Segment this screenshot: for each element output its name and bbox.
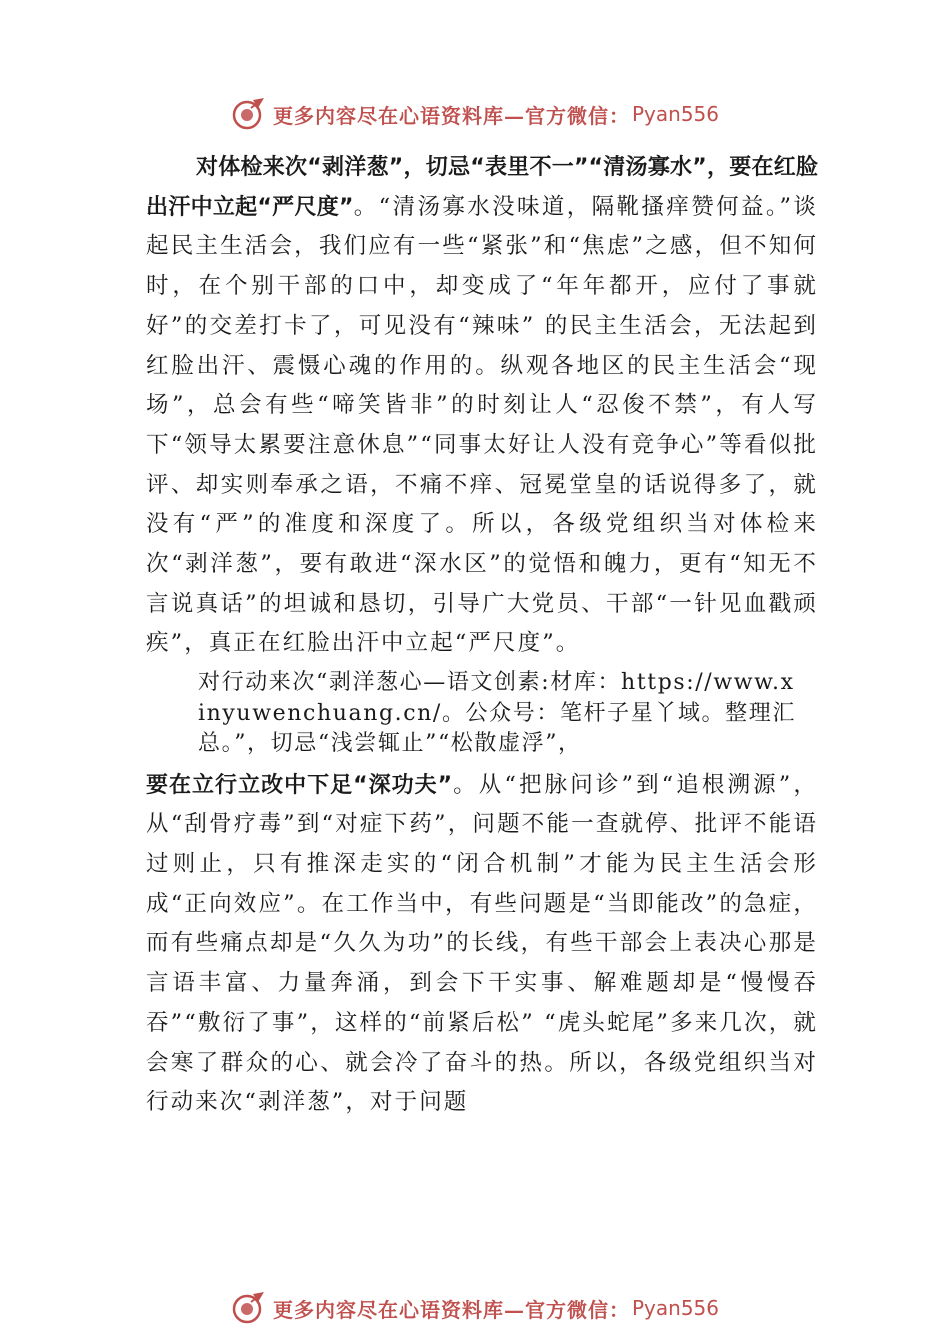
paragraph-2-body: 。从“把脉问诊”到“追根溯源”，从“刮骨疗毒”到“对症下药”，问题不能一查就停、批评不能语过则止，只有推深走实的“闭合机制”才能为民主生活会形成“正向效应”。在工作当中，有些问题是“当即能改”的急症，而有些痛点却是“久久为功”的长线，有些干部会上表决心那是言语丰富、力量奔涌，到会下干实事、解难题却是“慢慢吞吞”“敷衍了事”，这样的“前紧后松” “虎头蛇尾”多来几次，就会寒了群众的心、就会冷了奋斗的热。所以，各级党组织当对行动来次“剥洋葱”，对于问题 (146, 771, 818, 1116)
brush-logo-icon (231, 1290, 267, 1326)
watermark-text: 更多内容尽在心语资料库—官方微信： (272, 1297, 630, 1322)
inserted-line: 对行动来次“剥洋葱心—语文创素:材库：https://www.xinyuwenchuang.cn/。公众号：笔杆子星丫域。整理汇总。”，切忌“浅尝辄止”“松散虚浮”， (198, 670, 796, 757)
watermark-id: Pyan556 (631, 102, 719, 126)
footer-watermark (0, 1288, 950, 1328)
header-watermark (0, 94, 950, 134)
watermark-id: Pyan556 (631, 1296, 719, 1320)
watermark-text: 更多内容尽在心语资料库—官方微信： (272, 103, 630, 128)
brush-logo-icon (231, 96, 267, 132)
paragraph-2 (146, 766, 818, 1123)
document-body (146, 148, 818, 1123)
paragraph-1-lead: 对体检来次“剥洋葱”，切忌“表里不一”“清汤寡水”，要在红脸出汗中立起“严尺度” (146, 155, 818, 220)
paragraph-1 (146, 148, 818, 664)
paragraph-1-body: 。“清汤寡水没味道，隔靴搔痒赞何益。”谈起民主生活会，我们应有一些“紧张”和“焦虑”之感，但不知何时，在个别干部的口中，却变成了“年年都开，应付了事就好”的交差打卡了，可见没有“辣味” 的民主生活会，无法起到红脸出汗、震慑心魂的作用的。纵观各地区的民主生活会“现场”，总会有些“啼笑皆非”的时刻让人“忍俊不禁”，有人写下“领导太累要注意休息”“同事太好让人没有竞争心”等看似批评、却实则奉承之语，不痛不痒、冠冕堂皇的话说得多了，就没有“严”的准度和深度了。所以，各级党组织当对体检来次“剥洋葱”，要有敢进“深水区”的觉悟和魄力，更有“知无不言说真话”的坦诚和恳切，引导广大党员、干部“一针见血戳顽疾”，真正在红脸出汗中立起“严尺度”。 (146, 193, 818, 657)
paragraph-2-lead: 要在立行立改中下足“深功夫” (146, 772, 453, 798)
